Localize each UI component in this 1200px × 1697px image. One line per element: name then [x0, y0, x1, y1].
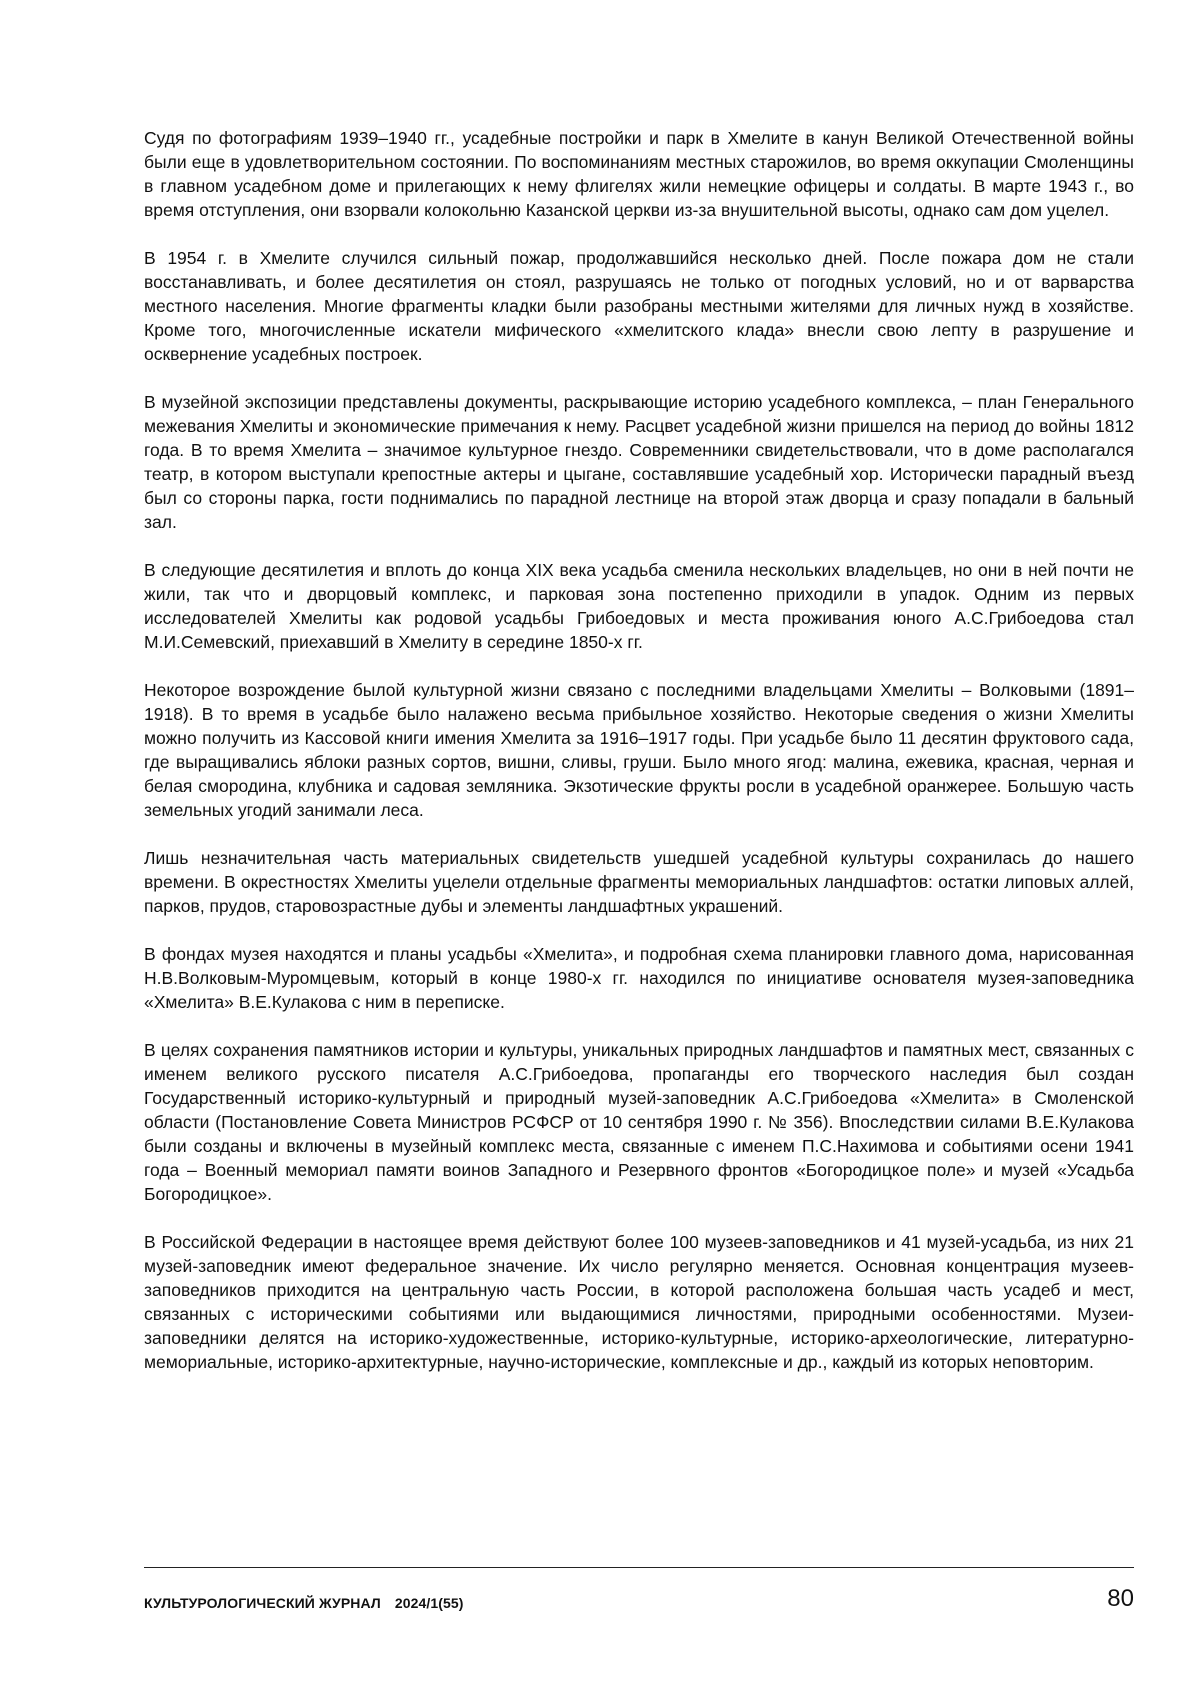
paragraph-8: В целях сохранения памятников истории и культуры, уникальных природных ландшафтов и памятных мест, связанных с именем великого русского писателя А.С.Грибоедова, пропаганды его творческого наследия был создан Государственный историко-культурный и природный музей-заповедник А.С.Грибоедова «Хмелита» в Смоленской области (Постановление Совета Министров РСФСР от 10 сентября 1990 г. № 356). Впоследствии силами В.Е.Кулакова были созданы и включены в музейный комплекс места, связанные с именем П.С.Нахимова и событиями осени 1941 года – Военный мемориал памяти воинов Западного и Резервного фронтов «Богородицкое поле» и музей «Усадьба Богородицкое». — [144, 1040, 1134, 1204]
journal-title: КУЛЬТУРОЛОГИЧЕСКИЙ ЖУРНАЛ — [144, 1595, 381, 1611]
page-number: 80 — [1107, 1585, 1134, 1612]
paragraph-4: В следующие десятилетия и вплоть до конца XIX века усадьба сменила нескольких владельцев, но они в ней почти не жили, так что и дворцовый комплекс, и парковая зона постепенно приходили в упадок. Одним из первых исследователей Хмелиты как родовой усадьбы Грибоедовых и места проживания юного А.С.Грибоедова стал М.И.Семевский, приехавший в Хмелиту в середине 1850-х гг. — [144, 560, 1134, 652]
paragraph-3: В музейной экспозиции представлены документы, раскрывающие историю усадебного комплекса, – план Генерального межевания Хмелиты и экономические примечания к нему. Расцвет усадебной жизни пришелся на период до войны 1812 года. В то время Хмелита – значимое культурное гнездо. Современники свидетельствовали, что в доме располагался театр, в котором выступали крепостные актеры и цыгане, составлявшие усадебный хор. Исторически парадный въезд был со стороны парка, гости поднимались по парадной лестнице на второй этаж дворца и сразу попадали в бальный зал. — [144, 392, 1134, 532]
footer-divider — [144, 1567, 1134, 1568]
paragraph-6: Лишь незначительная часть материальных свидетельств ушедшей усадебной культуры сохранилась до нашего времени. В окрестностях Хмелиты уцелели отдельные фрагменты мемориальных ландшафтов: остатки липовых аллей, парков, прудов, старовозрастные дубы и элементы ландшафтных украшений. — [144, 848, 1134, 916]
paragraph-5: Некоторое возрождение былой культурной жизни связано с последними владельцами Хмелиты – Волковыми (1891–1918). В то время в усадьбе было налажено весьма прибыльное хозяйство. Некоторые сведения о жизни Хмелиты можно получить из Кассовой книги имения Хмелита за 1916–1917 годы. При усадьбе было 11 десятин фруктового сада, где выращивались яблоки разных сортов, вишни, сливы, груши. Было много ягод: малина, ежевика, красная, черная и белая смородина, клубника и садовая земляника. Экзотические фрукты росли в усадебной оранжерее. Большую часть земельных угодий занимали леса. — [144, 680, 1134, 820]
paragraph-1: Судя по фотографиям 1939–1940 гг., усадебные постройки и парк в Хмелите в канун Великой Отечественной войны были еще в удовлетворительном состоянии. По воспоминаниям местных старожилов, во время оккупации Смоленщины в главном усадебном доме и прилегающих к нему флигелях жили немецкие офицеры и солдаты. В марте 1943 г., во время отступления, они взорвали колокольню Казанской церкви из-за внушительной высоты, однако сам дом уцелел. — [144, 128, 1134, 220]
article-body — [144, 126, 1134, 1398]
paragraph-9: В Российской Федерации в настоящее время действуют более 100 музеев-заповедников и 41 музей-усадьба, из них 21 музей-заповедник имеют федеральное значение. Их число регулярно меняется. Основная концентрация музеев-заповедников приходится на центральную часть России, в которой расположена большая часть усадеб и мест, связанных с историческими событиями или выдающимися личностями, природными особенностями. Музеи-заповедники делятся на историко-художественные, историко-культурные, историко-археологические, литературно-мемориальные, историко-архитектурные, научно-исторические, комплексные и др., каждый из которых неповторим. — [144, 1232, 1134, 1372]
page-footer — [144, 1585, 1134, 1615]
journal-issue: 2024/1(55) — [394, 1595, 464, 1611]
journal-name — [144, 1595, 464, 1611]
paragraph-2: В 1954 г. в Хмелите случился сильный пожар, продолжавшийся несколько дней. После пожара дом не стали восстанавливать, и более десятилетия он стоял, разрушаясь не только от погодных условий, но и от варварства местного населения. Многие фрагменты кладки были разобраны местными жителями для личных нужд в хозяйстве. Кроме того, многочисленные искатели мифического «хмелитского клада» внесли свою лепту в разрушение и осквернение усадебных построек. — [144, 248, 1134, 364]
paragraph-7: В фондах музея находятся и планы усадьбы «Хмелита», и подробная схема планировки главного дома, нарисованная Н.В.Волковым-Муромцевым, который в конце 1980-х гг. находился по инициативе основателя музея-заповедника «Хмелита» В.Е.Кулакова с ним в переписке. — [144, 944, 1134, 1012]
